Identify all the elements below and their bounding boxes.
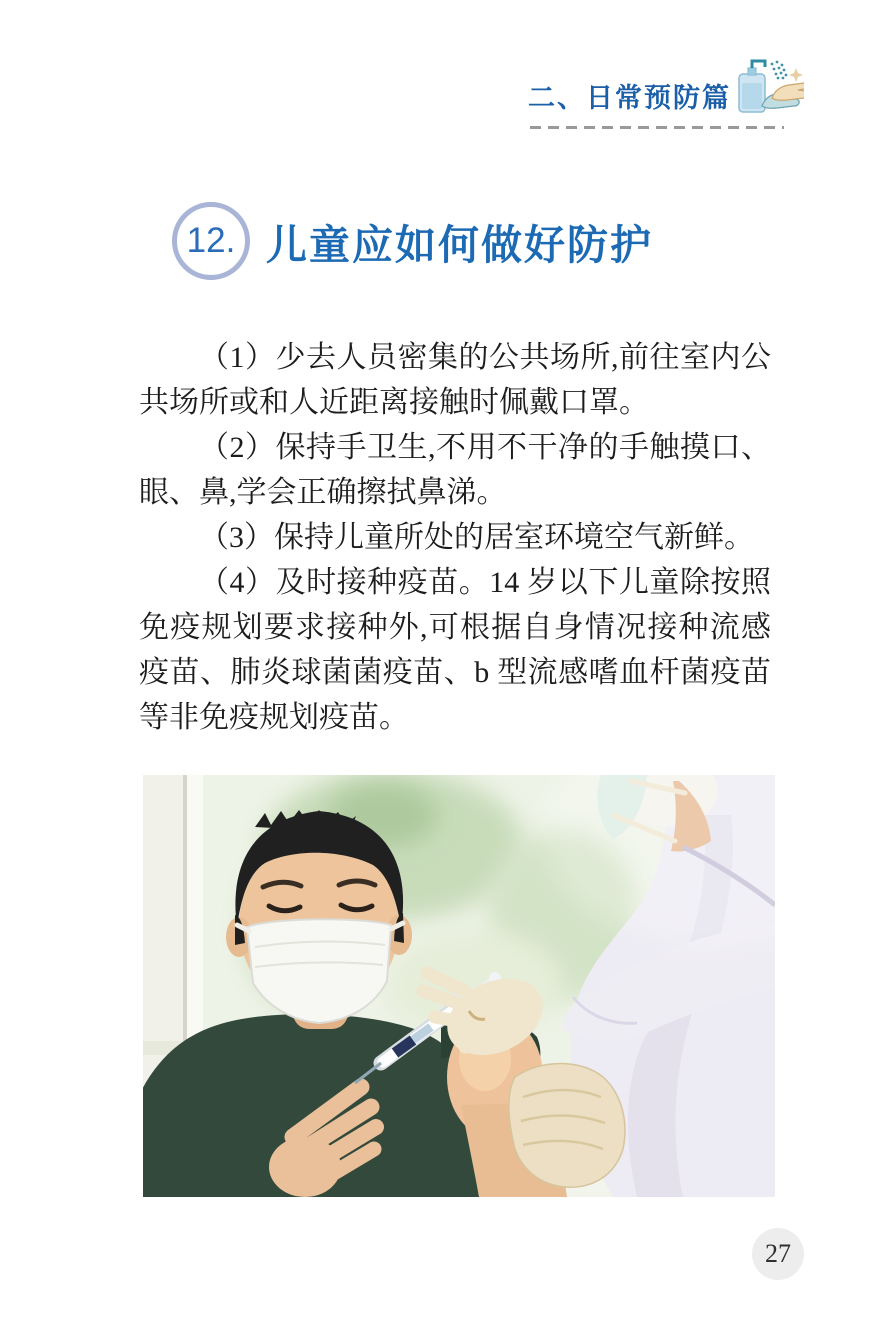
section-number-badge [172, 202, 250, 280]
nurse-glove-arm-grip [509, 1064, 625, 1188]
paragraph-3: （3）保持儿童所处的居室环境空气新鲜。 [199, 521, 754, 554]
dashed-divider [530, 126, 784, 129]
vaccination-photo [143, 775, 775, 1197]
paragraph-1: （1）少去人员密集的公共场所,前往室内公共场所或和人近距离接触时佩戴口罩。 [139, 341, 771, 419]
paragraph-4: （4）及时接种疫苗。14 岁以下儿童除按照免疫规划要求接种外,可根据自身情况接种流感疫苗、肺炎球菌菌疫苗、b 型流感嗜血杆菌疫苗等非免疫规划疫苗。 [139, 566, 771, 734]
body-text [139, 335, 771, 740]
page-number: 27 [765, 1239, 791, 1268]
paragraph-2: （2）保持手卫生,不用不干净的手触摸口、眼、鼻,学会正确擦拭鼻涕。 [139, 431, 771, 509]
page-number-badge [752, 1228, 804, 1280]
hand-sanitizer-icon [726, 56, 804, 120]
sparkle-icon [789, 68, 803, 82]
pump-nozzle [752, 61, 765, 68]
spray-dots [771, 61, 788, 80]
hand-beige [772, 83, 804, 100]
section-number: 12. [186, 221, 236, 260]
section-title: 儿童应如何做好防护 [266, 222, 653, 268]
chapter-header-label: 二、日常预防篇 [528, 83, 731, 113]
